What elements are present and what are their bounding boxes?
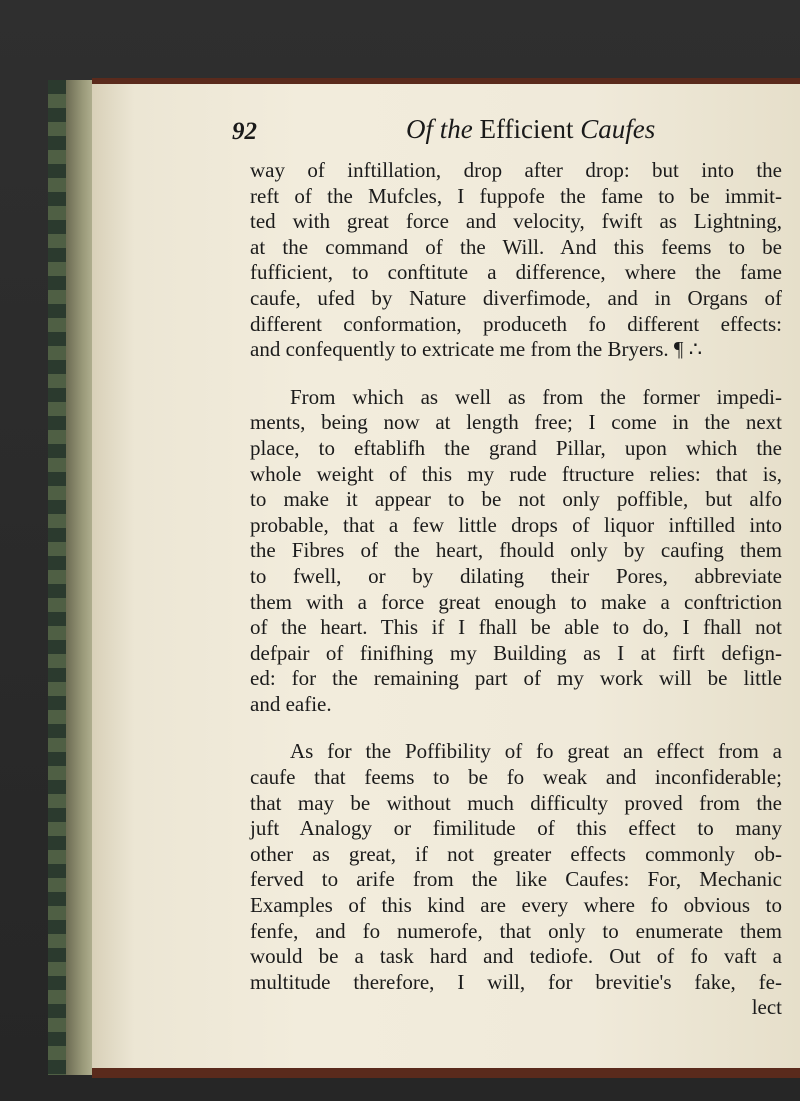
text-line: different conformation, produceth fo different effects:: [250, 311, 782, 336]
text-line: ments, being now at length free; I come in the next: [250, 410, 782, 435]
text-line: fenfe, and fo numerofe, that only to enumerate them: [250, 918, 782, 943]
text-line: would be a task hard and tediofe. Out of fo vaft a: [250, 944, 782, 969]
text-line: probable, that a few little drops of liquor inftilled into: [250, 512, 782, 537]
catchword: lect: [751, 995, 782, 1020]
text-line: to make it appear to be not only poffible, but alfo: [250, 487, 782, 512]
text-line: to fwell, or by dilating their Pores, abbreviate: [250, 563, 782, 588]
running-title-main: Efficient: [479, 114, 574, 144]
text-line: As for the Poffibility of fo great an effect from a: [290, 739, 782, 764]
text-line: place, to eftablifh the grand Pillar, upon which the: [250, 435, 782, 460]
text-line: other as great, if not greater effects commonly ob-: [250, 841, 782, 866]
text-line: them with a force great enough to make a conftriction: [250, 589, 782, 614]
page-number: 92: [232, 118, 257, 145]
text-line: caufe that feems to be fo weak and inconfiderable;: [250, 765, 782, 790]
text-line: caufe, ufed by Nature diverfimode, and in Organs of: [250, 285, 782, 310]
text-line: and eafie.: [250, 691, 332, 716]
text-line: that may be without much difficulty proved from the: [250, 790, 782, 815]
text-line: and confequently to extricate me from the Bryers. ¶ ∴: [250, 337, 703, 362]
running-title: [406, 114, 655, 145]
text-line: whole weight of this my rude ftructure relies: that is,: [250, 461, 782, 486]
text-line: fufficient, to conftitute a difference, where the fame: [250, 260, 782, 285]
text-line: the Fibres of the heart, fhould only by caufing them: [250, 538, 782, 563]
running-title-suffix: Caufes: [580, 114, 656, 144]
binding-edge: [48, 80, 66, 1075]
text-line: ted with great force and velocity, fwift as Lightning,: [250, 209, 782, 234]
text-line: at the command of the Will. And this feems to be: [250, 234, 782, 259]
running-title-prefix: Of the: [406, 114, 473, 144]
text-line: Examples of this kind are every where fo obvious to: [250, 893, 782, 918]
text-line: ferved to arife from the like Caufes: For, Mechanic: [250, 867, 782, 892]
text-line: of the heart. This if I fhall be able to do, I fhall not: [250, 615, 782, 640]
text-line: reft of the Mufcles, I fuppofe the fame to be immit-: [250, 183, 782, 208]
text-line: defpair of finifhing my Building as I at firft defign-: [250, 640, 782, 665]
body-text: [250, 158, 782, 1021]
text-line: From which as well as from the former impedi-: [290, 384, 782, 409]
text-line: multitude therefore, I will, for brevitie's fake, fe-: [250, 969, 782, 994]
text-line: ed: for the remaining part of my work will be little: [250, 666, 782, 691]
text-line: way of inftillation, drop after drop: but into the: [250, 158, 782, 182]
text-line: juft Analogy or fimilitude of this effect to many: [250, 816, 782, 841]
